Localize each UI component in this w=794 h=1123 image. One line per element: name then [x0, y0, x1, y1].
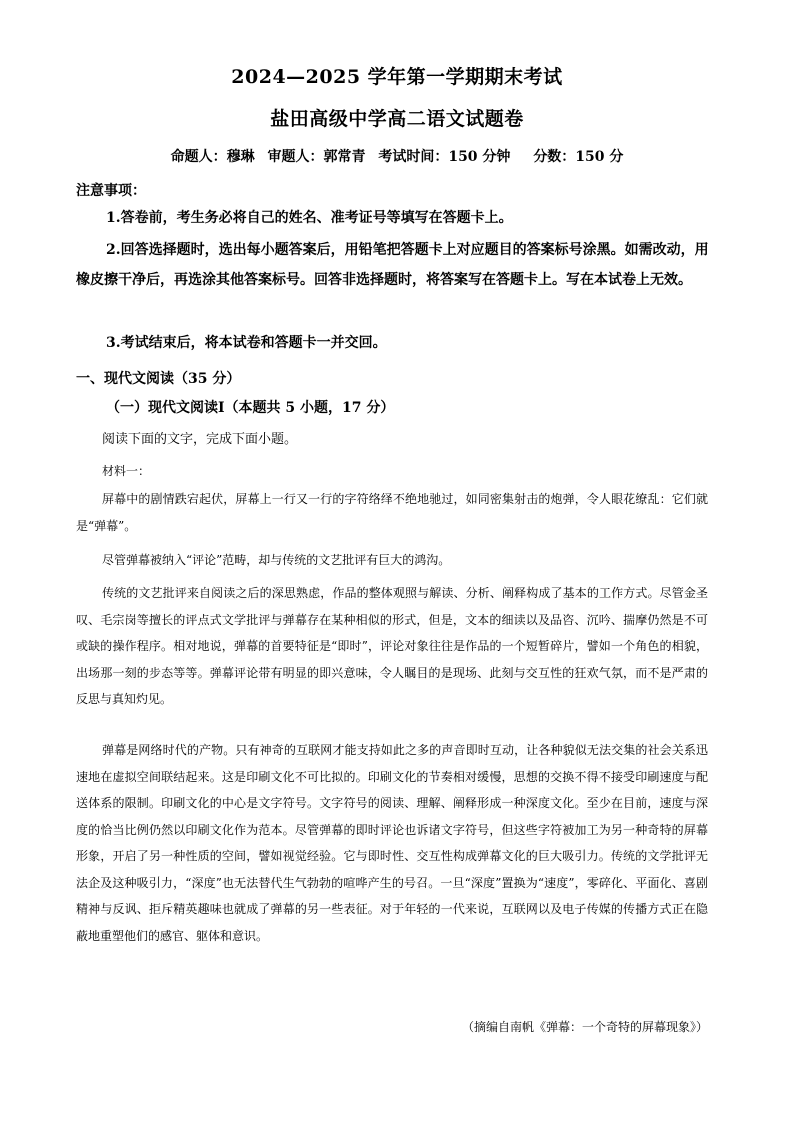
- section-heading: 一、现代文阅读（35 分）: [76, 371, 241, 387]
- exam-subtitle: 盐田高级中学高二语文试题卷: [270, 108, 524, 130]
- passage-paragraph: 传统的文艺批评来自阅读之后的深思熟虑，作品的整体观照与解读、分析、阐释构成了基本的工作方式。尽管金圣叹、毛宗岗等擅长的评点式文学批评与弹幕存在某种相似的形式，但是，文本的细读以及品咨、沉吟、揣摩仍然是不可或缺的操作程序。相对地说，弹幕的首要特征是“即时”，评论对象往往是作品的一个短暂碎片，譬如一个角色的相貌，出场那一刻的步态等等。弹幕评论带有明显的即兴意味，令人瞩目的是现场、此刻与交互性的狂欢气氛，而不是严肃的反思与真知灼见。: [76, 586, 708, 706]
- reviewer-text: 审题人：郭常青: [267, 149, 366, 165]
- score-text: 分数：150 分: [533, 149, 624, 165]
- passage-paragraph: 屏幕中的剧情跌宕起伏，屏幕上一行又一行的字符络绎不绝地驰过，如同密集射击的炮弹，令人眼花缭乱：它们就是“弹幕”。: [76, 492, 708, 533]
- passage-paragraph: 弹幕是网络时代的产物。只有神奇的互联网才能支持如此之多的声音即时互动，让各种貌似无法交集的社会关系迅速地在虚拟空间联结起来。这是印刷文化不可比拟的。印刷文化的节奏相对缓慢，思想的交换不得不接受印刷速度与配送体系的限制。印刷文化的中心是文字符号。文字符号的阅读、理解、阐释形成一种深度文化。至少在目前，速度与深度的恰当比例仍然以印刷文化作为范本。尽管弹幕的即时评论也诉诸文字符号，但这些字符被加工为另一种奇特的屏幕形象，开启了另一种性质的空间，譬如视觉经验。它与即时性、交互性构成弹幕文化的巨大吸引力。传统的文学批评无法企及这种吸引力，“深度”也无法替代生气勃勃的喧哗产生的号召。一旦“深度”置换为“速度”，零碎化、平面化、喜剧精神与反讽、拒斥精英趣味也就成了弹幕的另一些表征。对于年轻的一代来说，互联网以及电子传媒的传播方式正在隐蔽地重塑他们的感官、躯体和意识。: [76, 743, 708, 943]
- passage-paragraph: 尽管弹幕被纳入“评论”范畴，却与传统的文艺批评有巨大的鸿沟。: [102, 553, 451, 567]
- note-item: 2.回答选择题时，选出每小题答案后，用铅笔把答题卡上对应题目的答案标号涂黑。如需改动，用橡皮擦干净后，再选涂其他答案标号。回答非选择题时，将答案写在答题卡上。写在本试卷上无效。: [76, 242, 709, 288]
- subsection-heading: （一）现代文阅读Ⅰ（本题共 5 小题，17 分）: [106, 400, 395, 416]
- material-label: 材料一：: [102, 464, 151, 478]
- setter-text: 命题人：穆琳: [170, 149, 255, 165]
- source-citation: （摘编自南帆《弹幕：一个奇特的屏幕现象》）: [461, 1020, 708, 1034]
- exam-title: 2024—2025 学年第一学期期末考试: [231, 66, 563, 88]
- exam-meta: [0, 146, 794, 166]
- notes-heading: 注意事项：: [76, 183, 146, 199]
- note-item: 1.答卷前，考生务必将自己的姓名、准考证号等填写在答题卡上。: [106, 210, 513, 226]
- note-item: 3.考试结束后，将本试卷和答题卡一并交回。: [106, 335, 387, 351]
- reading-instruction: 阅读下面的文字，完成下面小题。: [102, 432, 298, 447]
- exam-time-text: 考试时间：150 分钟: [378, 149, 511, 165]
